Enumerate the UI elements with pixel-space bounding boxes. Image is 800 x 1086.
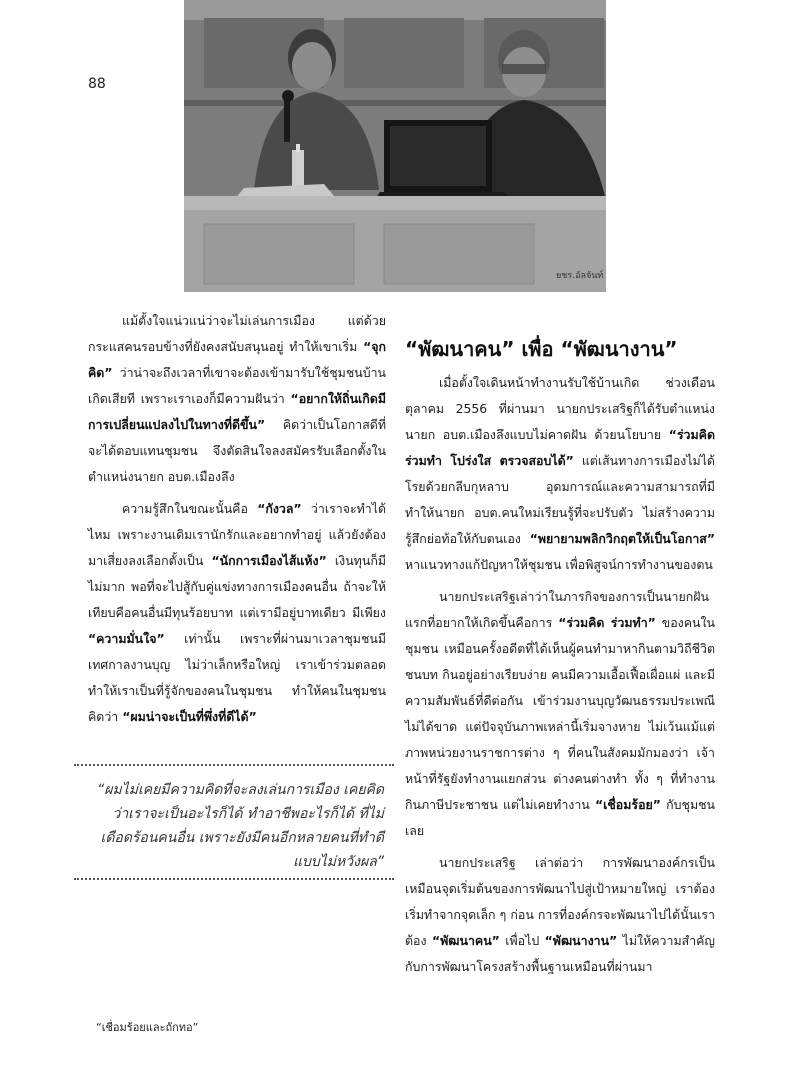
right-paragraph-1: เมื่อตั้งใจเดินหน้าทำงานรับใช้บ้านเกิด ช่วงเดือนตุลาคม 2556 ที่ผ่านมา นายกประเสริฐก็ได้รับตำแหน่งนายก อบต.เมืองลึงแบบไม่คาดฝัน ด้วยนโยบาย “ร่วมคิด ร่วมทำ โปร่งใส ตรวจสอบได้” แต่เส้นทางการเมืองไม่ได้โรยด้วยกลีบกุหลาบ อุดมการณ์และความสามารถที่มี ทำให้นายก อบต.คนใหม่เรียนรู้ที่จะปรับตัว ไม่สร้างความรู้สึกย่อท้อให้กับตนเอง “พยายามพลิกวิกฤตให้เป็นโอกาส” หาแนวทางแก้ปัญหาให้ชุมชน เพื่อพิสูจน์การทำงานของตน xyxy=(405,375,715,572)
pull-quote: “ผมไม่เคยมีความคิดที่จะลงเล่นการเมือง เคยคิดว่าเราจะเป็นอะไรก็ได้ ทำอาชีพอะไรก็ได้ ที่ไม่เดือดร้อนคนอื่น เพราะยังมีคนอีกหลายคนที่ทำดีแบบไม่หวังผล” xyxy=(97,782,384,870)
pull-quote-box xyxy=(74,764,394,880)
left-paragraph-1: แม้ตั้งใจแน่วแน่ว่าจะไม่เล่นการเมือง แต่ด้วยกระแสคนรอบข้างที่ยังคงสนับสนุนอยู่ ทำให้เขาเริ่ม “จุกคิด” ว่าน่าจะถึงเวลาที่เขาจะต้องเข้ามารับใช้ชุมชนบ้านเกิดเสียที เพราะเราเองก็มีความฝันว่า “อยากให้ถิ่นเกิดมีการเปลี่ยนแปลงไปในทางที่ดีขึ้น” คิดว่าเป็นโอกาสดีที่จะได้ตอบแทนชุมชน จึงตัดสินใจลงสมัครรับเลือกตั้งในตำแหน่งนายก อบต.เมืองลึง xyxy=(88,313,386,484)
right-paragraph-2: นายกประเสริฐเล่าว่าในภารกิจของการเป็นนายกฝันแรกที่อยากให้เกิดขึ้นคือการ “ร่วมคิด ร่วมทำ” ของคนในชุมชน เหมือนครั้งอดีตที่ได้เห็นผู้คนทำมาหากินตามวิถีชีวิตชนบท กินอยู่อย่างเรียบง่าย คนมีความเอื้อเฟื้อเผื่อแผ่ และมีความสัมพันธ์ที่ดีต่อกัน เข้าร่วมงานบุญวัฒนธรรมประเพณีไม่ได้ขาด แต่ปัจจุบันภาพเหล่านี้เริ่มจางหาย ไม่เว้นแม้แต่ภาพหน่วยงานราชการต่าง ๆ ที่คนในสังคมมักมองว่า เจ้าหน้าที่รัฐยังทำงานแยกส่วน ต่างคนต่างทำ ทั้ง ๆ ที่ทำงานกินภาษีประชาชน แต่ไม่เคยทำงาน “เชื่อมร้อย” กับชุมชนเลย xyxy=(405,589,716,838)
left-column xyxy=(88,308,386,736)
left-paragraph-2: ความรู้สึกในขณะนั้นคือ “กังวล” ว่าเราจะทำได้ไหม เพราะงานเดิมเรานักรักและอยากทำอยู่ แล้วยังต้องมาเสี่ยงลงเลือกตั้งเป็น “นักการเมืองไส้แห้ง” เงินทุนก็มีไม่มาก พอที่จะไปสู้กับคู่แข่งทางการเมืองคนอื่น ถ้าจะให้เทียบคือคนอื่นมีทุนร้อยบาท แต่เรามีอยู่บาทเดียว มีเพียง “ความมั่นใจ” เท่านั้น เพราะที่ผ่านมาเวลาชุมชนมีเทศกาลงานบุญ ไม่ว่าเล็กหรือใหญ่ เราเข้าร่วมตลอด ทำให้เราเป็นที่รู้จักของคนในชุมชน ทำให้คนในชุมชนคิดว่า “ผมน่าจะเป็นที่พึ่งที่ดีได้” xyxy=(88,501,386,724)
page-number: 88 xyxy=(88,76,106,92)
section-heading: “พัฒนาคน” เพื่อ “พัฒนางาน” xyxy=(405,337,678,361)
meeting-photo xyxy=(184,0,606,292)
footer-title: “เชื่อมร้อยและถักทอ” xyxy=(96,1021,199,1034)
right-column xyxy=(405,370,715,986)
photo-watermark: ยชร.อัลจันท์ xyxy=(556,271,604,281)
right-paragraph-3: นายกประเสริฐ เล่าต่อว่า การพัฒนาองค์กรเป็นเหมือนจุดเริ่มต้นของการพัฒนาไปสู่เป้าหมายใหญ่ เราต้องเริ่มทำจากจุดเล็ก ๆ ก่อน การที่องค์กรจะพัฒนาไปได้นั้นเราต้อง “พัฒนาคน” เพื่อไป “พัฒนางาน” ไม่ให้ความสำคัญกับการพัฒนาโครงสร้างพื้นฐานเหมือนที่ผ่านมา xyxy=(405,855,715,974)
